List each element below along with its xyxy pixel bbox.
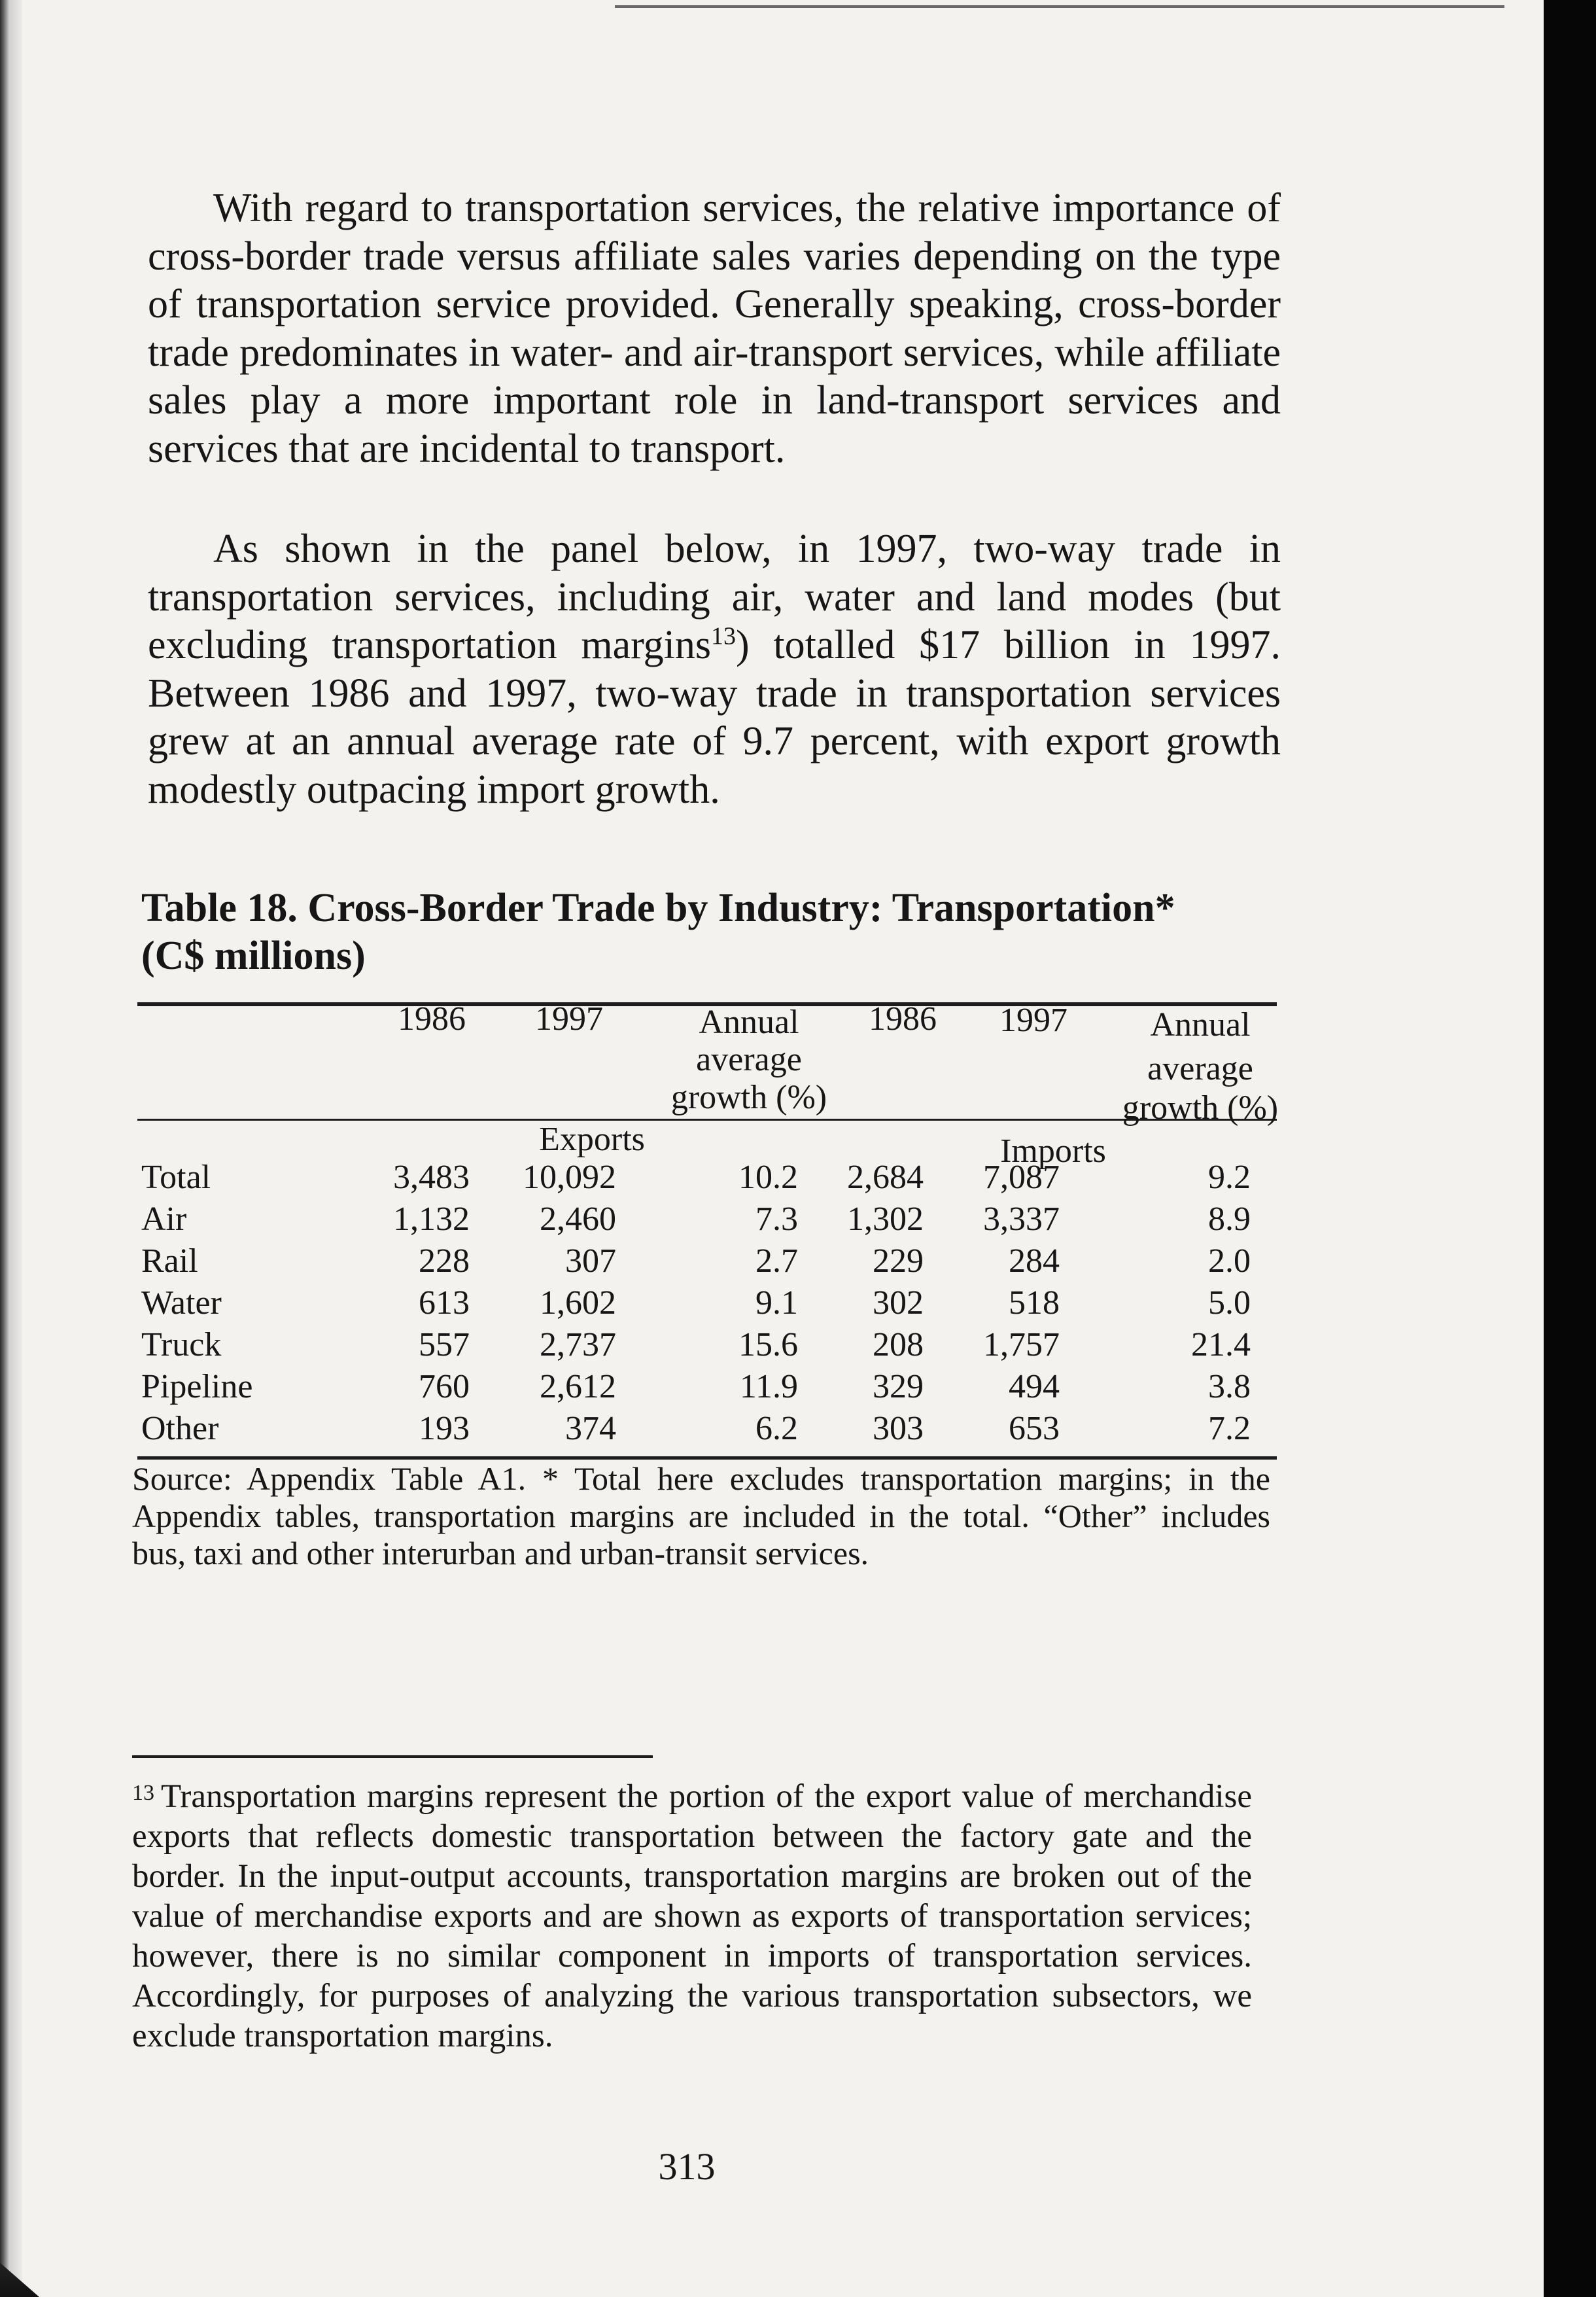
top-edge-line <box>615 5 1504 8</box>
cell-exports-growth: 6.2 <box>755 1410 798 1447</box>
cell-exports-1986: 1,132 <box>393 1201 470 1238</box>
paragraph-2-tail: ) totalled $17 billion in 1997. Between 1986 and 1997, two-way trade in transportation services grew at an annual average rate of 9.7 percent, with export growth modestly outpacing import growth. <box>148 623 1281 812</box>
table-title-line1: Table 18. Cross-Border Trade by Industry: Transportation* <box>141 886 1175 930</box>
cell-imports-1986: 302 <box>873 1284 924 1322</box>
cell-exports-1986: 760 <box>419 1368 470 1405</box>
cell-imports-1986: 329 <box>873 1368 924 1405</box>
cell-exports-1986: 557 <box>419 1326 470 1363</box>
header-exports-1997: 1997 <box>535 1000 603 1038</box>
cell-imports-1997: 3,337 <box>983 1201 1060 1238</box>
cell-exports-1997: 2,612 <box>540 1368 616 1405</box>
cell-exports-growth: 2.7 <box>755 1242 798 1280</box>
header-exports-growth-line2: average <box>696 1041 802 1078</box>
paragraph-1-text: With regard to transportation services, the relative importance of cross-border trade versus affiliate sales varies depending on the type of transportation service provided. Generally speaking, cross-border trade predominates in water- and air-transport services, while affiliate sales play a more important role in land-transport services and services that are incidental to transport. <box>148 186 1281 471</box>
row-label: Total <box>141 1159 211 1196</box>
cell-exports-1997: 2,737 <box>540 1326 616 1363</box>
row-label: Pipeline <box>141 1368 253 1405</box>
footnote-text: Transportation margins represent the portion of the export value of merchandise exports that reflects domestic transportation between the factory gate and the border. In the input-output accounts, transportation margins are broken out of the value of merchandise exports and are shown as exports of transportation services; however, there is no similar component in imports of transportation services. Accordingly, for purposes of analyzing the various transportation subsectors, we exclude transportation margins. <box>132 1778 1252 2054</box>
cell-exports-1986: 228 <box>419 1242 470 1280</box>
cell-imports-growth: 8.9 <box>1208 1201 1251 1238</box>
row-label: Water <box>141 1284 222 1322</box>
paragraph-1 <box>148 184 1281 473</box>
row-label: Air <box>141 1201 187 1238</box>
group-label-exports: Exports <box>539 1121 645 1158</box>
cell-exports-1986: 3,483 <box>393 1159 470 1196</box>
cell-imports-1986: 1,302 <box>847 1201 924 1238</box>
page-right-edge <box>1544 0 1596 2297</box>
cell-imports-1997: 284 <box>1009 1242 1060 1280</box>
header-imports-1986: 1986 <box>869 1000 937 1038</box>
table-title <box>141 885 1292 980</box>
cell-imports-growth: 21.4 <box>1191 1326 1251 1363</box>
header-imports-1997: 1997 <box>999 1002 1067 1039</box>
cell-exports-growth: 10.2 <box>738 1159 798 1196</box>
cell-exports-1997: 1,602 <box>540 1284 616 1322</box>
cell-exports-growth: 7.3 <box>755 1201 798 1238</box>
cell-exports-growth: 9.1 <box>755 1284 798 1322</box>
cell-imports-growth: 3.8 <box>1208 1368 1251 1405</box>
cell-imports-1997: 1,757 <box>983 1326 1060 1363</box>
cell-imports-1997: 494 <box>1009 1368 1060 1405</box>
cell-imports-growth: 7.2 <box>1208 1410 1251 1447</box>
cell-exports-1997: 374 <box>565 1410 616 1447</box>
cell-imports-1997: 518 <box>1009 1284 1060 1322</box>
cell-exports-growth: 15.6 <box>738 1326 798 1363</box>
cell-imports-growth: 2.0 <box>1208 1242 1251 1280</box>
footnote-separator <box>132 1755 653 1758</box>
cell-imports-1997: 7,087 <box>983 1159 1060 1196</box>
table-source-note: Source: Appendix Table A1. * Total here excludes transportation margins; in the Appendix tables, transportation margins are included in the total. “Other” includes bus, taxi and other interurban and urban-transit services. <box>132 1460 1270 1571</box>
header-imports-growth-line1: Annual <box>1150 1006 1251 1043</box>
row-label: Truck <box>141 1326 222 1363</box>
cell-imports-1986: 229 <box>873 1242 924 1280</box>
cell-exports-growth: 11.9 <box>739 1368 798 1405</box>
cell-imports-growth: 5.0 <box>1208 1284 1251 1322</box>
group-label-imports: Imports <box>1000 1132 1106 1170</box>
cell-imports-1997: 653 <box>1009 1410 1060 1447</box>
header-exports-growth-line3: growth (%) <box>670 1079 827 1116</box>
cell-exports-1997: 10,092 <box>523 1159 616 1196</box>
page-left-edge <box>0 0 22 2297</box>
cell-exports-1997: 307 <box>565 1242 616 1280</box>
cell-exports-1986: 613 <box>419 1284 470 1322</box>
row-label: Other <box>141 1410 219 1447</box>
paragraph-2-text: As shown in the panel below, in 1997, two-way trade in transportation services, including air, water and land modes (but excluding transportation margins <box>148 527 1281 667</box>
footnote-reference: 13 <box>711 622 736 650</box>
table-title-line2: (C$ millions) <box>141 934 366 978</box>
table-bottom-rule <box>137 1456 1277 1460</box>
cell-imports-1986: 2,684 <box>847 1159 924 1196</box>
header-exports-growth-line1: Annual <box>699 1004 799 1041</box>
footnote-13 <box>132 1777 1252 2056</box>
cell-imports-1986: 303 <box>873 1410 924 1447</box>
paragraph-2 <box>148 525 1281 814</box>
row-label: Rail <box>141 1242 198 1280</box>
cell-imports-growth: 9.2 <box>1208 1159 1251 1196</box>
header-imports-growth-line3: growth (%) <box>1122 1089 1279 1127</box>
cell-imports-1986: 208 <box>873 1326 924 1363</box>
cell-exports-1986: 193 <box>419 1410 470 1447</box>
cell-exports-1997: 2,460 <box>540 1201 616 1238</box>
page-number: 313 <box>658 2145 716 2188</box>
header-imports-growth-line2: average <box>1147 1050 1253 1087</box>
footnote-number: 13 <box>132 1781 154 1805</box>
header-exports-1986: 1986 <box>398 1000 466 1038</box>
